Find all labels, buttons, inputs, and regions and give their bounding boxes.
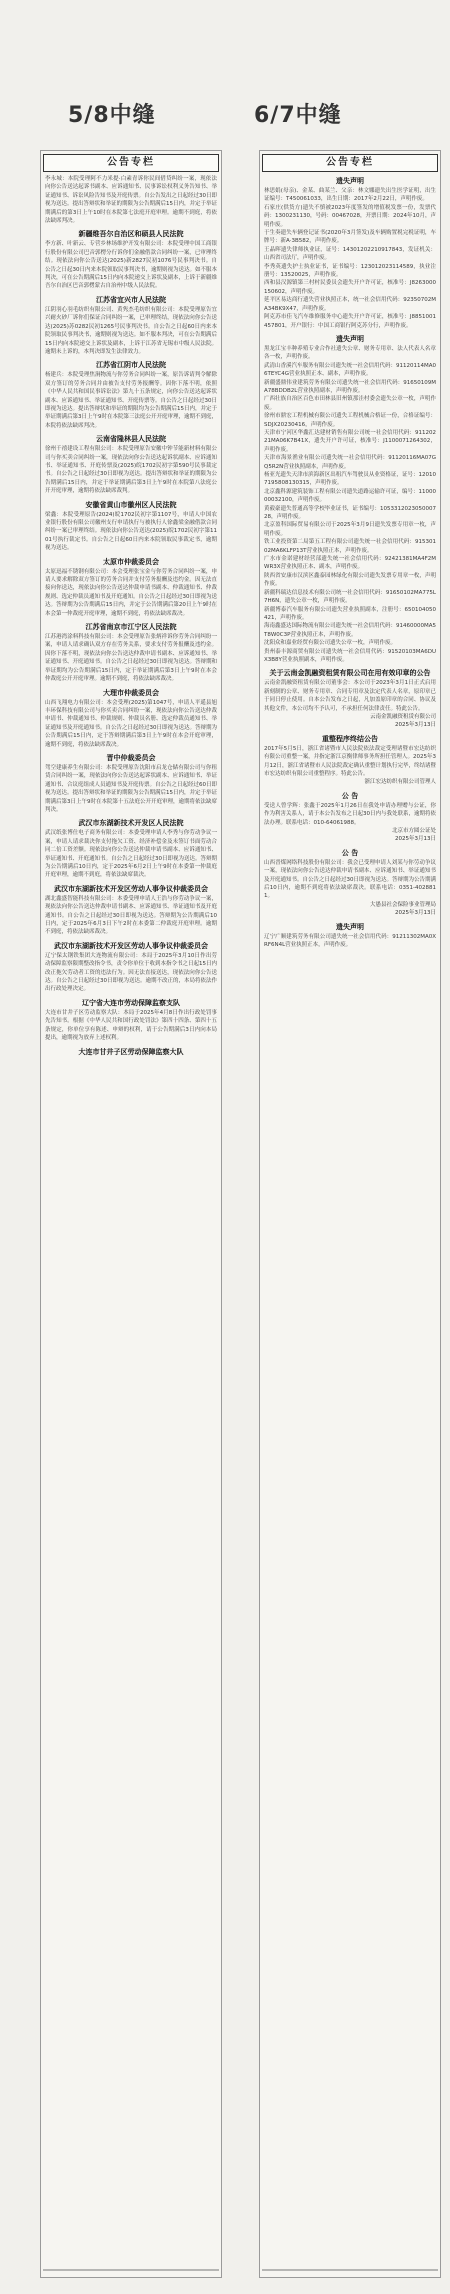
notice-text: 李秀英遗失护士执业证书，证书编号：123012023114589，执业注册号：13520025，声明作废。 [264,263,436,279]
notice-title: 新疆维吾尔自治区和硕县人民法院 [78,230,184,239]
notice-title: 武汉市东湖新技术开发区劳动人事争议仲裁委员会 [54,884,208,893]
notice-text: 武清山香溪汽车服务有限公司遗失统一社会信用代码：91120114MA06TEYC4G营业执照正本、副本，声明作废。 [264,362,437,378]
notice-text: 驾空建康养生有限公司：本院受理原告沈阳市启龙仓储有限公司与你租赁合同纠纷一案，现依法向你公告送达起诉状副本、应诉通知书、举证通知书、合议庭组成人员通知书及开庭传票。自公告之日起经过60日即视为送达。提出答辩状和举证的期限为公告期满后15日内，并定于举证期满后第3日上午9时在本院第十五法庭公开开庭审理，逾期将依法缺席判决。 [45,764,218,813]
notice-signature: 2025年3月13日 [395,836,436,843]
notice-title: 公 告 [341,848,359,857]
notice-title: 江苏省江阴市人民法院 [96,361,166,370]
notice-text: 贵州泰丰源商贸有限公司遗失统一社会信用代码：91520103MA6DUX3B8Y营业执照副本，声明作废。 [264,648,436,663]
notice-text: 铁工业投资第二局第五工程有限公司遗失统一社会信用代码：91530102MA6KLFP13T营业执照正本，声明作废。 [264,539,436,554]
notice-title: 太原市仲裁委员会 [103,557,159,566]
notice-title: 武汉市东湖新技术开发区劳动人事争议仲裁委员会 [54,941,208,950]
notice-text: 延平区易达商行遗失营业执照正本，统一社会信用代码：92350702MA34BK9X47，声明作废。 [264,297,436,312]
notice-title: 遗失声明 [336,177,364,185]
notice-text: 黑龙江宝丰种养殖专业合作社遗失公章、财务专用章、法人代表人名章各一枚，声明作废。 [264,345,436,361]
notice-title: 大理市仲裁委员会 [103,688,159,697]
notice-signature: 浙江宏达纺织有限公司管理人 [364,779,436,786]
notice-title: 江苏省宜兴市人民法院 [96,295,166,304]
notice-title: 晋中仲裁委员会 [106,753,156,762]
notice-text: 徐州市鼎宏工程机械有限公司遗失工程机械合格证一份，合格证编号：SDJX20230416，声明作废。 [264,413,436,428]
notice-text: 于生奏遗失车辆登记证书(2020年3月签发)及车辆购置税完税证明，车牌号：新A·3B582，声明作废。 [264,230,436,245]
notice-title: 辽宁省大连市劳动保障监察支队 [82,998,180,1007]
notice-text: 阿克苏市佳飞汽车维修服务中心遗失开户许可证，核准号：J8851001457801，开户银行：中国工商银行阿克苏分行，声明作废。 [264,314,436,329]
notice-title: 大连市甘井子区劳动保障监察大队 [78,1047,184,1056]
notice-text: 江苏港湾涂料科技有限公司：本会受理原告张炳祥诉你劳务合同纠纷一案，申请人请求确认双方存在劳务关系，要求支付劳务报酬及违约金。因你下落不明，现依法向你公告送达仲裁申请书副本、应诉通知书、举证通知书、开庭通知书。自公告之日起经过30日即视为送达。答辩期和举证期均为公告期满后15日内，定于举证期满后第3日上午9时在本会仲裁庭公开开庭审理。逾期不到庭，将依法缺席裁决。 [45,634,218,683]
notice-title: 云南省隆林县人民法院 [96,435,166,444]
notice-list [45,175,217,1057]
notice-text: 西和县汉源镇第三村村民委员会遗失开户许可证，核准号：J8263000150602，声明作废。 [264,280,436,295]
column-banner: 公告专栏 [43,154,219,172]
notice-text: 北京鑫科源建筑装饰工程有限公司遗失道路运输许可证，编号：1100000032100，声明作废。 [264,488,436,504]
notice-text: 辽宁广顺建筑劳务有限公司遗失统一社会信用代码：91211302MA0XRF6N4L营业执照正本，声明作废。 [264,933,436,949]
notice-title: 遗失声明 [336,922,364,931]
notice-text: 山西飞翔电力有限公司：本会受理(2025)第1047号，申请人平遥县旭丰环保科技有限公司与你买卖合同纠纷一案，现依法向你公告送达仲裁申请书、仲裁通知书、仲裁规则、仲裁员名册、选定仲裁员通知书、举证通知书及开庭通知书。自公告之日起经过30日即视为送达。答辩期为公告期满后15日内，定于答辩期满后第3日上午9时在本会开庭审理，逾期不到庭，将依法缺席裁决。 [45,699,218,748]
notice-signature: 云南金凯融资租赁有限公司 [369,713,436,720]
stitch-label-right: 6/7中缝 [254,103,342,128]
notice-title: 公 告 [341,791,359,800]
notice-text: 李方新、叶新云、专营乡林场维护开发有限公司：本院受理中国工商银行股份有限公司巴音郭楞分行诉你们金融借款合同纠纷一案，已审理终结。现依法向你公告送达(2025)新2827民初1076号民事判决书。自公告之日起30日内来本院领取民事判决书，逾期则视为送达。如不服本判决，可在公告期满后15日内向本院递交上诉状及副本，上诉于新疆维吾尔自治区巴音郭楞蒙古自治州中级人民法院。 [45,241,218,290]
notice-text: 江阴羽心羽毛纺织有限公司、黄隽杰毛纺织有限公司：本院受理原告宜兴耐火砂厂诉你们保证合同纠纷一案，已审理终结，现依法向你公告送达(2025)苏0282民初1265号民事判决书。自公告之日起60日内来本院领取民事判决书，逾期则视为送达。如不服本判决，可在公告期满后15日内向本院递交上诉状及副本，上诉于江苏省无锡市中级人民法院。逾期未上诉的，本判决即发生法律效力。 [45,306,218,355]
notice-text: 广水市金诺建材经营部遗失统一社会信用代码：92421381MA4F2MWR3X营业执照正本、副本，声明作废。 [264,556,436,571]
notice-signature: 大愚县社会保险事业管理局 [369,901,436,908]
notice-text: 武汉纸张博仕电子商务有限公司：本委受理申请人李秀与你劳动争议一案，申请人请求裁决你支付拖欠工资、经济补偿金及未签订书面劳动合同二倍工资差额。现依法向你公告送达仲裁申请书副本、应诉通知书、举证通知书、开庭通知书。自公告之日起经过30日即视为送达。答辩期为公告期满后10日内，定于2025年6月2日上午9时在本委第一仲裁庭开庭审理，逾期不到庭，将依法缺席裁决。 [45,830,218,879]
notice-text: 王晶晖遗失律师执业证，证号：14301202210917843，发证机关：山西省司法厅，声明作废。 [264,246,436,262]
notice-text: 杨亚光遗失天津市滨海新区出租汽车驾驶员从业资格证，证号：120107195808130315，声明作废。 [264,472,436,487]
notice-text: 云南金凯融资租赁有限公司董事会：本公司于2023年3月1日正式启用新刻制的公章、财务专用章、合同专用章及法定代表人名章，原印章已于同日停止使用。自本公告发布之日起，凡加盖原印章的合同、协议及其他文件，本公司均不予认可，不承担任何法律责任。特此公告。 [264,680,436,712]
notice-text: 梁鑫：本院受理原告(2024)皖1702民初字第1107号，申请人中国农业银行股份有限公司徽州支行申请执行与被执行人徐鑫梁金融借款合同纠纷一案已审理终结。现依法向你公告送达(2025)皖1702民初字第1101号执行裁定书。自公告之日起60日内来本院领取民事裁定书，逾期视为送达。 [45,511,217,552]
notice-text: 山西晋煤网络科技股份有限公司：我会已受理申请人刘某与你劳动争议一案，现依法向你公告送达仲裁申请书副本、应诉通知书、举证通知书及开庭通知书。自公告之日起经过30日即视为送达。答辩期为公告期满后10日内，逾期不到庭将依法缺席裁决。联系电话：0351-4028811。 [264,859,437,900]
notice-text: 黄毅豪遗失普通高等学校毕业证书，证书编号：105331202305000728，声明作废。 [264,505,436,521]
notice-text: 石家庄(供货方)遗失不慎被2023年度签发的增值税发票一份，发票代码：1300231130，号码：00467028，开票日期：2024年10月，声明作废。 [264,204,436,228]
column-banner: 公告专栏 [262,154,438,172]
notice-text: 大连市甘井子区劳动监察大队：本局于2025年4月8日作出行政处罚事先告知书。根据《中华人民共和国行政处罚法》第四十四条、第四十五条规定，你单位享有陈述、申辩的权利，请于公告期满后3日内向本局提出，逾期视为放弃上述权利。 [45,1009,217,1042]
notice-text: 湖北鑫盛智能科技有限公司：本委受理申请人王浩与你劳动争议一案，现依法向你公告送达仲裁申请书副本、应诉通知书、举证通知书及开庭通知书。自公告之日起经过30日即视为送达。答辩期为公告期满后10日内，定于2025年6月3日下午2时在本委第二仲裁庭开庭审理。逾期不到庭，将依法缺席裁决。 [45,895,217,936]
notice-title: 关于云南金凯融资租赁有限公司在用有效印章的公告 [269,669,431,678]
notice-text: 新疆博泰汽车服务有限公司遗失营业执照副本，注册号：650104050421，声明作废。 [264,606,436,621]
notice-text: 广西壮族自治区百色市田林县旧州镇那洼村委会遗失公章一枚，声明作废。 [264,396,436,411]
notice-text: 太原迅福不锈钢有限公司：本会受理张宝金与你劳务合同纠纷一案，申请人要求解除双方签订的劳务合同并支付劳务报酬及违约金。因无法直接向你送达，现依法向你公告送达仲裁申请书副本、仲裁通知书、仲裁规则、选定仲裁员通知书及开庭通知。自公告之日起经过30日即视为送达。答辩期为公告期满后15日内，并定于公告期满后第20日上午9时在本会第一仲裁庭开庭审理，逾期不到庭，将依法缺席裁决。 [45,568,218,617]
notice-list [264,176,436,950]
notice-text: 海南鑫盛达国际物流有限公司遗失统一社会信用代码：91460000MA5T8W0C3P营业执照正本，声明作废。 [264,623,437,638]
notice-title: 江苏省南京市江宁区人民法院 [85,623,177,632]
notice-text: 林思娟(母亲)、金某、曲某兰、父亲：林文娜遗失出生医学证明，出生证编号：T450061033，出生日期：2017年2月22日，声明作废。 [264,188,436,203]
notice-text: 天津市海景渔业有限公司遗失统一社会信用代码：91120116MA07GQ5R2N营业执照副本，声明作废。 [264,455,436,470]
notice-text: 辽宁保太钢铁集团大连物流有限公司：本局于2025年3月10日作出劳动保障监察限期整改指令书，责令你单位于收到本指令书之日起15日内改正拖欠劳动者工资的违法行为。因无法直接送达，现依法向你公告送达。自公告之日起经过30日即视为送达。逾期不改正的，本局将依法作出行政处理决定。 [45,952,218,993]
notice-column-left [40,150,222,2278]
notice-title: 安徽省黄山市徽州区人民法院 [85,500,177,509]
notice-text: 杨建兵：本院受理焦涧物流与你劳务合同纠纷一案，原告诉请判令解除双方签订的劳务合同并由被告支付劳务报酬等。因你下落不明，依照《中华人民共和国民事诉讼法》第九十五条规定，向你公告送达起诉状副本、应诉通知书、举证通知书、开庭传票等。自公告之日起经过30日即视为送达。提出答辩状和举证的期限均为公告期满后15日内，并定于举证期满后第3日上午9时在本院第三法庭公开开庭审理，逾期不到庭，本院将依法缺席判决。 [45,372,218,429]
notice-title: 武汉市东湖新技术开发区人民法院 [78,819,184,828]
notice-text: 李永城：本院受理阿不力米提·白素青诉你民间借贷纠纷一案，现依法向你公告送达起诉书副本、应诉通知书、民事诉讼权利义务告知书、举证通知书、诉讼风险告知书及开庭传票。自公告发出之日起经过30日即视为送达。提出答辩状和举证的期限为公告期满后15日内，并定于举证期满后的第3日上午10时在本院第七法庭开庭审理。逾期不到庭，将依法缺席判决。 [45,176,218,225]
notice-title: 重整程序终结公告 [322,734,378,743]
stitch-label-left: 5/8中缝 [68,103,156,128]
notice-column-right [259,150,441,2278]
notice-text: 天津市宁河区华鑫汇达建材销售有限公司统一社会信用代码：91120221MA06K7B41X，遗失开户许可证，核准号：J1100071264302，声明作废。 [264,429,436,453]
notice-text: 受送人曾学辉：张鑫于2025年1月26日在我处申请办理赠与公证，你作为利害关系人，请于本公告发布之日起30日内与我处联系，逾期将依法办理。联系电话：010-64061988。 [264,802,437,826]
column-footer-rule [43,2265,219,2275]
notice-text: 陕西省安康市汉滨区鑫泰园林绿化有限公司遗失发票专用章一枚，声明作废。 [264,572,436,588]
notice-text: 新疆盛鼎伟业建筑劳务有限公司遗失统一社会信用代码：91650109MA78BDDB2L营业执照副本，声明作废。 [264,379,436,394]
notice-text: 新疆科瑞达信息技术有限公司统一社会信用代码：91650102MA775L7H6N，遗失公章一枚，声明作废。 [264,589,436,605]
notice-title: 遗失声明 [336,334,364,343]
notice-signature: 北京市方圆公证处 [391,828,436,835]
notice-text: 北京盈科国际贸易有限公司于2025年3月9日遗失发票专用章一枚，声明作废。 [264,522,436,537]
notice-signature: 2025年3月13日 [395,910,436,917]
notice-text: 徐州千禧建设工程有限公司：本院受理原告安徽中钟节能新材料有限公司与你买卖合同纠纷一案，现依法向你公告送达起诉状副本、应诉通知书、举证通知书、开庭传票及(2025)皖1702民初字第590号民事裁定书。自公告之日起经过30日即视为送达。提出答辩状和举证的期限为公告期满后15日内，并定于举证期满后第3日上午9时在本院第八法庭公开开庭审理，逾期将依法缺席裁判。 [45,446,218,495]
notice-signature: 2025年3月13日 [395,722,436,729]
notice-text: 2017年5月5日，浙江省诸暨市人民法院依法裁定受理诸暨市宏达纺织有限公司重整一案，并指定浙江京衡律师事务所担任管理人。2025年3月12日，浙江省诸暨市人民法院裁定确认重整计划执行完毕，终结诸暨市宏达纺织有限公司重整程序。特此公告。 [264,745,437,777]
notice-text: 沈阳众和嘉业经贸有限公司遗失公章一枚，声明作废。 [264,640,397,647]
column-footer-rule [262,2265,438,2275]
